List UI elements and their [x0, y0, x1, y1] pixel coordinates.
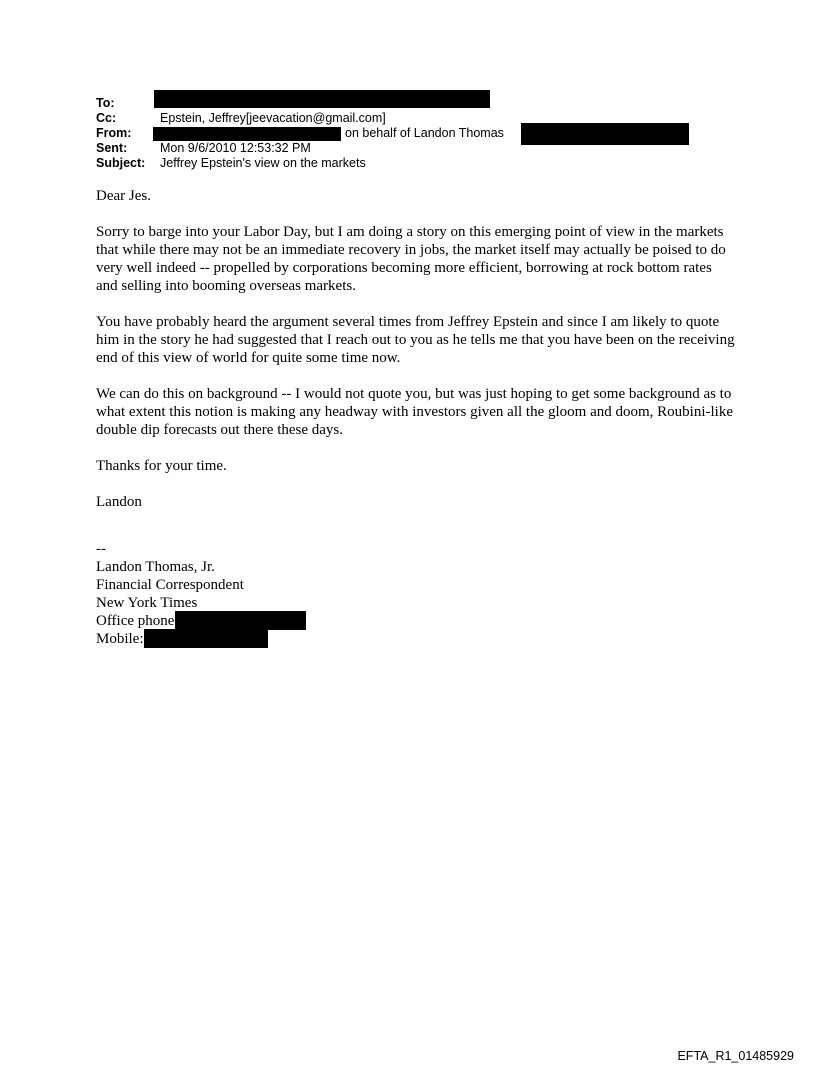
mobile-label: Mobile:	[96, 631, 144, 647]
greeting: Dear Jes.	[96, 188, 151, 204]
from-label: From:	[96, 126, 132, 140]
redaction-block-from-email	[521, 123, 689, 145]
to-label: To:	[96, 96, 115, 110]
email-body	[96, 187, 736, 529]
body-paragraph-1: Sorry to barge into your Labor Day, but I am doing a story on this emerging point of view in the markets that while there may not be an immediate recovery in jobs, the market itself may actually be poised to do very well indeed -- propelled by corporations becoming more efficient, borrowing at rock bottom rates and selling into booming overseas markets.	[96, 224, 726, 294]
body-paragraph-2: You have probably heard the argument several times from Jeffrey Epstein and since I am likely to quote him in the story he had suggested that I reach out to you as he tells me that you have been on the receiving end of this view of world for quite some time now.	[96, 314, 735, 366]
redaction-block-mobile	[144, 629, 268, 648]
cc-label: Cc:	[96, 111, 117, 125]
sent-value: Mon 9/6/2010 12:53:32 PM	[160, 141, 311, 155]
redaction-block-office-phone	[175, 611, 306, 630]
signature-mobile	[96, 630, 244, 648]
signature-title: Financial Correspondent	[96, 577, 244, 593]
office-phone-label: Office phone	[96, 613, 175, 629]
signature-name: Landon Thomas, Jr.	[96, 559, 215, 575]
body-paragraph-3: We can do this on background -- I would not quote you, but was just hoping to get some background as to what extent this notion is making any headway with investors given all the gloom and doom, Roubini-like double dip forecasts out there these days.	[96, 386, 733, 438]
document-id: EFTA_R1_01485929	[677, 1049, 794, 1063]
thanks-line: Thanks for your time.	[96, 458, 227, 474]
redaction-block-from-address	[153, 127, 341, 141]
signature-block	[96, 540, 244, 648]
from-value: on behalf of Landon Thomas	[345, 126, 504, 140]
subject-label: Subject:	[96, 156, 146, 170]
signature-separator: --	[96, 541, 106, 557]
sent-label: Sent:	[96, 141, 128, 155]
signature-organization: New York Times	[96, 595, 198, 611]
closing-name: Landon	[96, 494, 142, 510]
redaction-block-to	[154, 90, 490, 108]
cc-value: Epstein, Jeffrey[jeevacation@gmail.com]	[160, 111, 386, 125]
signature-office-phone	[96, 612, 244, 630]
subject-value: Jeffrey Epstein's view on the markets	[160, 156, 366, 170]
